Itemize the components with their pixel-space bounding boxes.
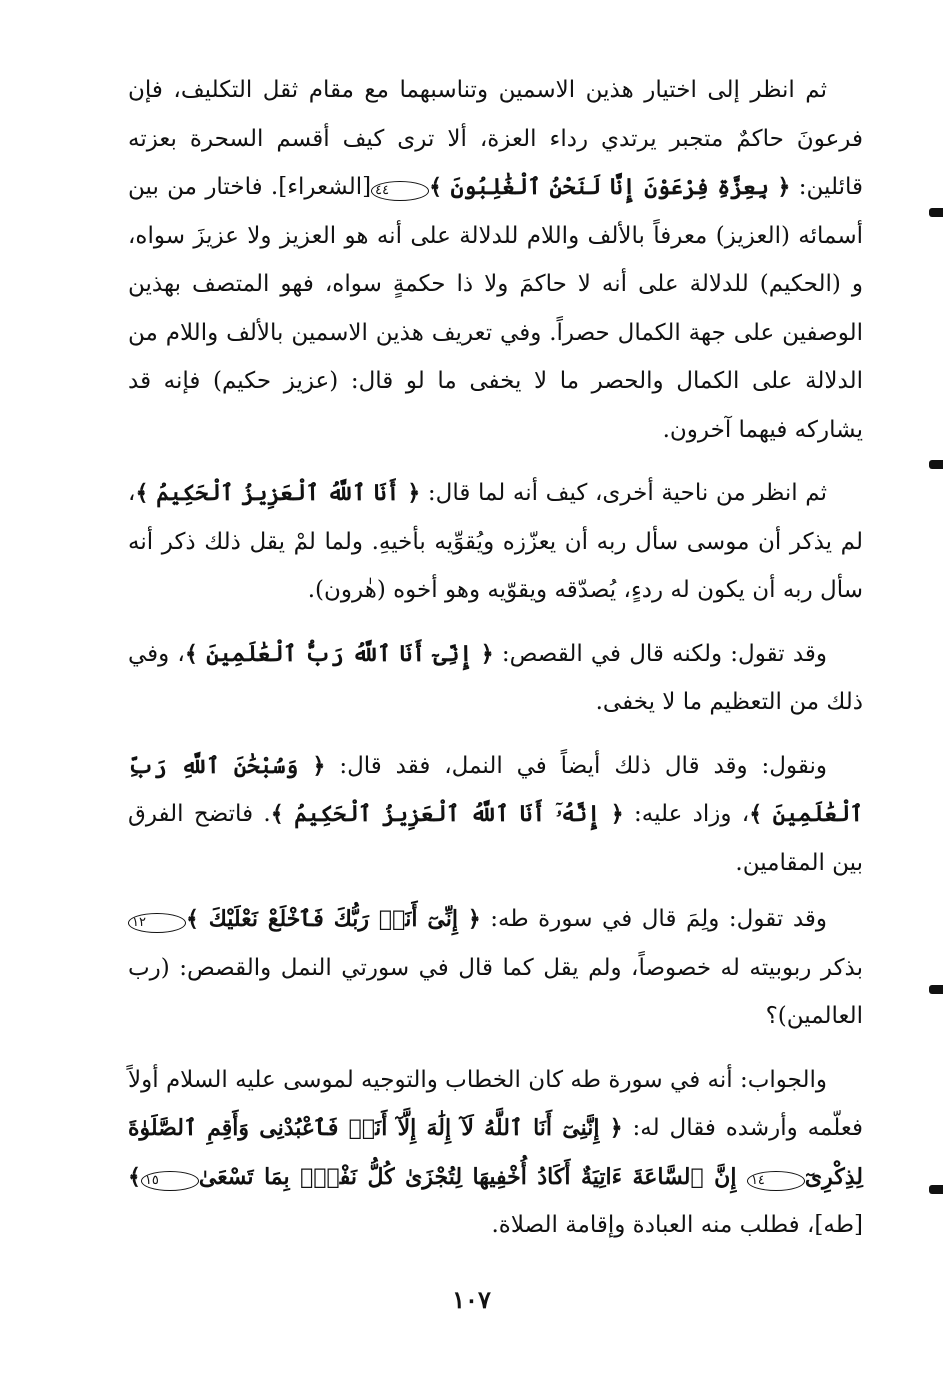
paragraph-text: . فاتضح الفرق بين المقامين. [128, 801, 863, 876]
quran-verse: ﴿ وَسُبْحَٰنَ ٱللَّهِ رَبِّ ٱلْعَٰلَمِينَ ﴾ [128, 752, 863, 827]
paragraph-text: [الشعراء]. فاختار من بين أسمائه (العزيز) معرفاً بالألف واللام للدلالة على أنه هو العزيز ولا عزيزَ سواه، و (الحكيم) للدلالة على أنه لا حاكمَ ولا ذا حكمةٍ سواه، فهو المتصف بهذين الوصفين على جهة الكمال حصراً. وفي تعريف هذين الاسمين بالألف واللام من الدلالة على الكمال والحصر ما لا يخفى ما لو قال: (عزيز حكيم) فإنه قد يشاركه فيهما آخرون. [128, 174, 863, 443]
quran-verse: ﴿ أَنَا ٱللَّهُ ٱلْعَزِيزُ ٱلْحَكِيمُ ﴾ [135, 480, 421, 506]
verse-number: ١٢ [128, 913, 186, 933]
verse-number: ١٥ [141, 1171, 199, 1191]
paragraph [128, 895, 863, 1041]
verse-number: ١٤ [747, 1171, 805, 1191]
paragraph [128, 742, 863, 888]
paragraph [128, 469, 863, 615]
paragraph-text: ونقول: وقد قال ذلك أيضاً في النمل، فقد قال: [325, 752, 828, 779]
margin-mark [929, 460, 943, 469]
margin-mark [929, 208, 943, 217]
quran-verse: ﴿ إِنِّىٓ أَنَا ٱللَّهُ رَبُّ ٱلْعَٰلَمِينَ ﴾ [184, 640, 494, 667]
verse-number: ٤٤ [371, 181, 429, 201]
paragraph-text: وقد تقول: ولكنه قال في القصص: [493, 640, 827, 667]
quran-verse: ﴿ إِنَّهُۥٓ أَنَا ٱللَّهُ ٱلْعَزِيزُ ٱلْحَكِيمُ ﴾ [270, 801, 624, 827]
paragraph-text: بذكر ربوبيته له خصوصاً، ولم يقل كما قال في سورتي النمل والقصص: (رب العالمين)؟ [128, 954, 863, 1029]
paragraph [128, 630, 863, 727]
paragraph [128, 1056, 863, 1250]
margin-mark [929, 1185, 943, 1194]
paragraph-text: ، وزاد عليه: [623, 801, 750, 827]
paragraph-text: ثم انظر من ناحية أخرى، كيف أنه لما قال: [420, 480, 828, 506]
paragraph-text: والجواب: أنه في سورة طه كان الخطاب والتوجيه لموسى عليه السلام أولاً فعلّمه وأرشده فقال له: [128, 1066, 863, 1141]
paragraph [128, 66, 863, 454]
margin-mark [929, 985, 943, 994]
quran-verse: ﴾ [128, 1163, 141, 1190]
quran-verse: إِنَّ ٱلسَّاعَةَ ءَاتِيَةٌ أَكَادُ أُخْفِيهَا لِتُجْزَىٰ كُلُّ نَفْسٍۭ بِمَا تَسْعَىٰ [198, 1163, 747, 1190]
paragraph-text: [طه]، فطلب منه العبادة وإقامة الصلاة. [491, 1212, 863, 1238]
quran-verse: ﴿ إِنِّىٓ أَنَا۠ رَبُّكَ فَٱخْلَعْ نَعْلَيْكَ ﴾ [185, 906, 481, 932]
paragraph-text: ثم انظر إلى اختيار هذين الاسمين وتناسبهما مع مقام ثقل التكليف، فإن فرعونَ حاكمٌ متجبر يرتدي رداء العزة، ألا ترى كيف أقسم السحرة بعزته قائلين: [128, 77, 863, 200]
page-number: ١٠٧ [452, 1285, 491, 1314]
quran-verse: ﴿ إِنَّنِىٓ أَنَا ٱللَّهُ لَآ إِلَٰهَ إِلَّآ أَنَا۠ فَٱعْبُدْنِى وَأَقِمِ ٱلصَّلَوٰةَ لِذِكْرِىٓ [128, 1115, 863, 1190]
page-body [128, 66, 863, 1250]
paragraph-text: وقد تقول: ولِمَ قال في سورة طه: [480, 906, 828, 932]
paragraph-text: ، لم يذكر أن موسى سأل ربه أن يعزّزه ويُقوِّيه بأخيهِ. ولما لمْ يقل ذلك ذكر أنه سأل ربه أن يكون له ردءٍ، يُصدّقه ويقوّيه وهو أخوه (هٰرون). [128, 480, 863, 603]
quran-verse: ﴿ بِعِزَّةِ فِرْعَوْنَ إِنَّا لَنَحْنُ ٱلْغَٰلِبُونَ ﴾ [429, 174, 791, 200]
paragraph-text: ، وفي ذلك من التعظيم ما لا يخفى. [128, 640, 863, 715]
